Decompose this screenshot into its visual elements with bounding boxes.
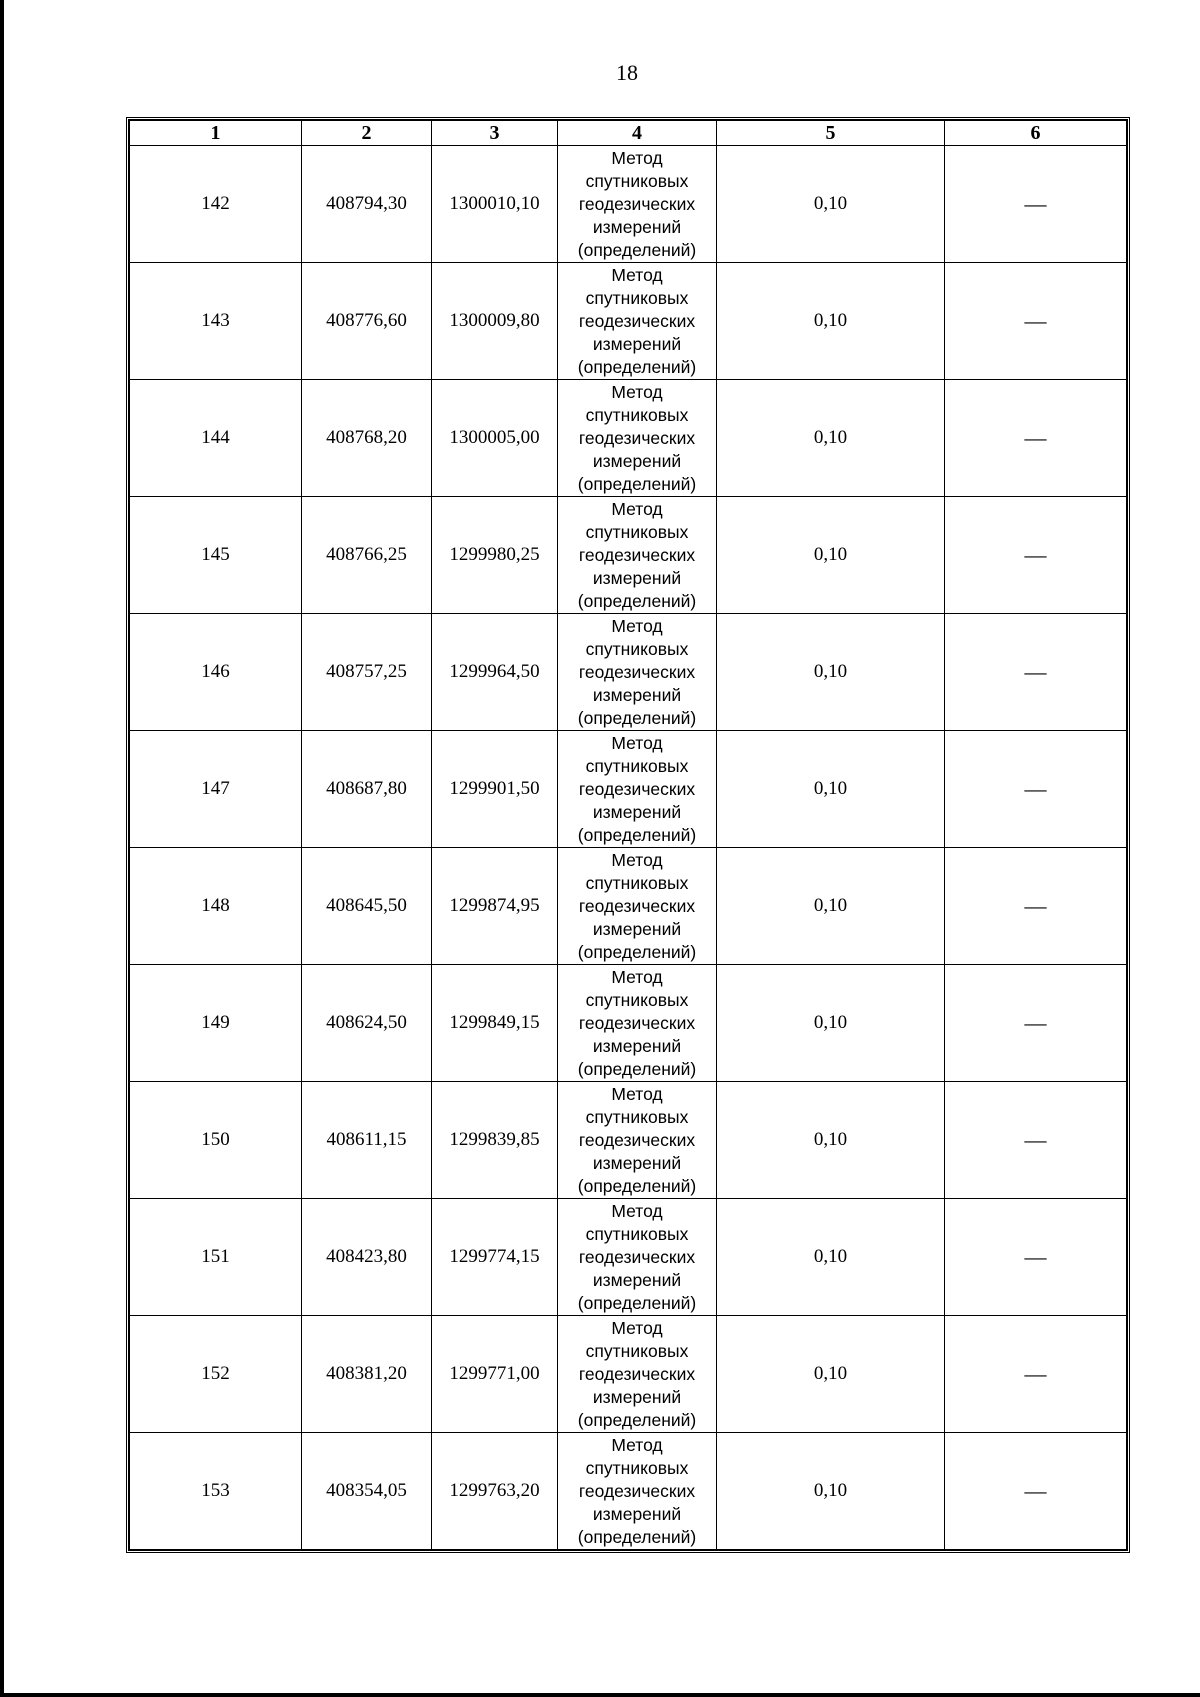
method-text-line: измерений [592,1035,682,1056]
x-coordinate-cell: 408687,80 [302,731,432,848]
column-header-3: 3 [432,121,558,146]
method-text-line: геодезических [578,1129,696,1150]
method-text-line: измерений [592,333,682,354]
method-cell [558,1199,717,1316]
method-text-line: (определений) [577,941,697,962]
method-text-line: Метод [611,966,663,987]
method-text-line: геодезических [578,1012,696,1033]
column-header-5: 5 [717,121,945,146]
method-text-line: измерений [592,450,682,471]
method-text-line: измерений [592,1269,682,1290]
method-text-line: Метод [611,264,663,285]
x-coordinate-cell: 408354,05 [302,1433,432,1550]
point-number-cell: 147 [130,731,302,848]
method-text-line: геодезических [578,1480,696,1501]
method-text-line: (определений) [577,590,697,611]
method-text-line: спутниковых [585,872,689,893]
note-cell: — [945,1433,1127,1550]
accuracy-cell: 0,10 [717,1082,945,1199]
method-text-line: спутниковых [585,1457,689,1478]
accuracy-cell: 0,10 [717,146,945,263]
method-cell [558,614,717,731]
y-coordinate-cell: 1299901,50 [432,731,558,848]
point-number-cell: 142 [130,146,302,263]
method-cell [558,146,717,263]
method-text-line: измерений [592,567,682,588]
method-text-line: Метод [611,1434,663,1455]
method-text-line: спутниковых [585,755,689,776]
method-text-line: геодезических [578,661,696,682]
note-cell: — [945,1199,1127,1316]
accuracy-cell: 0,10 [717,263,945,380]
method-text-line: (определений) [577,707,697,728]
x-coordinate-cell: 408624,50 [302,965,432,1082]
y-coordinate-cell: 1299980,25 [432,497,558,614]
coordinates-table [126,117,1130,1553]
scan-edge-left [0,0,4,1697]
accuracy-cell: 0,10 [717,380,945,497]
method-text-line: Метод [611,381,663,402]
method-text-line: Метод [611,849,663,870]
method-text-line: измерений [592,216,682,237]
method-cell [558,1082,717,1199]
method-text-line: Метод [611,1083,663,1104]
method-cell [558,380,717,497]
method-text-line: геодезических [578,193,696,214]
table-row [130,965,1127,1082]
y-coordinate-cell: 1299849,15 [432,965,558,1082]
accuracy-cell: 0,10 [717,614,945,731]
method-text-line: Метод [611,147,663,168]
method-text-line: геодезических [578,1246,696,1267]
y-coordinate-cell: 1299964,50 [432,614,558,731]
y-coordinate-cell: 1299874,95 [432,848,558,965]
note-cell: — [945,1082,1127,1199]
method-text-line: измерений [592,1152,682,1173]
y-coordinate-cell: 1299771,00 [432,1316,558,1433]
method-text-line: Метод [611,1200,663,1221]
table-header-row [130,121,1127,146]
table-row [130,731,1127,848]
method-text-line: (определений) [577,1409,697,1430]
method-cell [558,731,717,848]
accuracy-cell: 0,10 [717,497,945,614]
table-body [130,146,1127,1550]
accuracy-cell: 0,10 [717,965,945,1082]
note-cell: — [945,731,1127,848]
point-number-cell: 143 [130,263,302,380]
y-coordinate-cell: 1300009,80 [432,263,558,380]
method-text-line: геодезических [578,544,696,565]
note-cell: — [945,1316,1127,1433]
method-text-line: геодезических [578,427,696,448]
method-text-line: геодезических [578,895,696,916]
note-cell: — [945,146,1127,263]
method-text-line: спутниковых [585,989,689,1010]
method-text-line: (определений) [577,824,697,845]
method-text-line: (определений) [577,1175,697,1196]
method-text-line: (определений) [577,1292,697,1313]
method-text-line: (определений) [577,1526,697,1547]
method-text-line: спутниковых [585,1340,689,1361]
method-text-line: спутниковых [585,1223,689,1244]
method-text-line: (определений) [577,473,697,494]
y-coordinate-cell: 1299763,20 [432,1433,558,1550]
table-row [130,380,1127,497]
point-number-cell: 146 [130,614,302,731]
method-text-line: (определений) [577,239,697,260]
table-row [130,1199,1127,1316]
table-row [130,497,1127,614]
method-text-line: измерений [592,918,682,939]
method-text-line: Метод [611,615,663,636]
y-coordinate-cell: 1300005,00 [432,380,558,497]
table-row [130,263,1127,380]
point-number-cell: 145 [130,497,302,614]
method-cell [558,1433,717,1550]
table-row [130,614,1127,731]
method-text-line: (определений) [577,356,697,377]
method-cell [558,263,717,380]
point-number-cell: 152 [130,1316,302,1433]
method-cell [558,1316,717,1433]
column-header-1: 1 [130,121,302,146]
x-coordinate-cell: 408381,20 [302,1316,432,1433]
x-coordinate-cell: 408766,25 [302,497,432,614]
method-text-line: Метод [611,498,663,519]
method-text-line: измерений [592,684,682,705]
page-number: 18 [616,60,638,85]
table-row [130,146,1127,263]
method-text-line: измерений [592,801,682,822]
table-row [130,1082,1127,1199]
method-text-line: геодезических [578,1363,696,1384]
x-coordinate-cell: 408768,20 [302,380,432,497]
method-text-line: Метод [611,732,663,753]
y-coordinate-cell: 1300010,10 [432,146,558,263]
note-cell: — [945,965,1127,1082]
column-header-2: 2 [302,121,432,146]
point-number-cell: 149 [130,965,302,1082]
method-text-line: измерений [592,1386,682,1407]
method-text-line: геодезических [578,778,696,799]
accuracy-cell: 0,10 [717,1199,945,1316]
note-cell: — [945,380,1127,497]
method-cell [558,965,717,1082]
accuracy-cell: 0,10 [717,731,945,848]
method-text-line: спутниковых [585,170,689,191]
method-text-line: Метод [611,1317,663,1338]
x-coordinate-cell: 408611,15 [302,1082,432,1199]
method-text-line: спутниковых [585,404,689,425]
method-text-line: спутниковых [585,638,689,659]
method-text-line: спутниковых [585,287,689,308]
point-number-cell: 150 [130,1082,302,1199]
point-number-cell: 153 [130,1433,302,1550]
table-row [130,1433,1127,1550]
y-coordinate-cell: 1299839,85 [432,1082,558,1199]
column-header-6: 6 [945,121,1127,146]
method-text-line: (определений) [577,1058,697,1079]
method-text-line: спутниковых [585,1106,689,1127]
x-coordinate-cell: 408794,30 [302,146,432,263]
table-row [130,848,1127,965]
method-text-line: спутниковых [585,521,689,542]
method-text-line: геодезических [578,310,696,331]
accuracy-cell: 0,10 [717,848,945,965]
point-number-cell: 151 [130,1199,302,1316]
method-text-line: измерений [592,1503,682,1524]
column-header-4: 4 [558,121,717,146]
x-coordinate-cell: 408423,80 [302,1199,432,1316]
point-number-cell: 148 [130,848,302,965]
y-coordinate-cell: 1299774,15 [432,1199,558,1316]
note-cell: — [945,263,1127,380]
method-cell [558,497,717,614]
method-cell [558,848,717,965]
x-coordinate-cell: 408776,60 [302,263,432,380]
accuracy-cell: 0,10 [717,1433,945,1550]
scan-edge-bottom [0,1693,1200,1697]
accuracy-cell: 0,10 [717,1316,945,1433]
point-number-cell: 144 [130,380,302,497]
note-cell: — [945,614,1127,731]
x-coordinate-cell: 408757,25 [302,614,432,731]
x-coordinate-cell: 408645,50 [302,848,432,965]
note-cell: — [945,497,1127,614]
table-row [130,1316,1127,1433]
note-cell: — [945,848,1127,965]
